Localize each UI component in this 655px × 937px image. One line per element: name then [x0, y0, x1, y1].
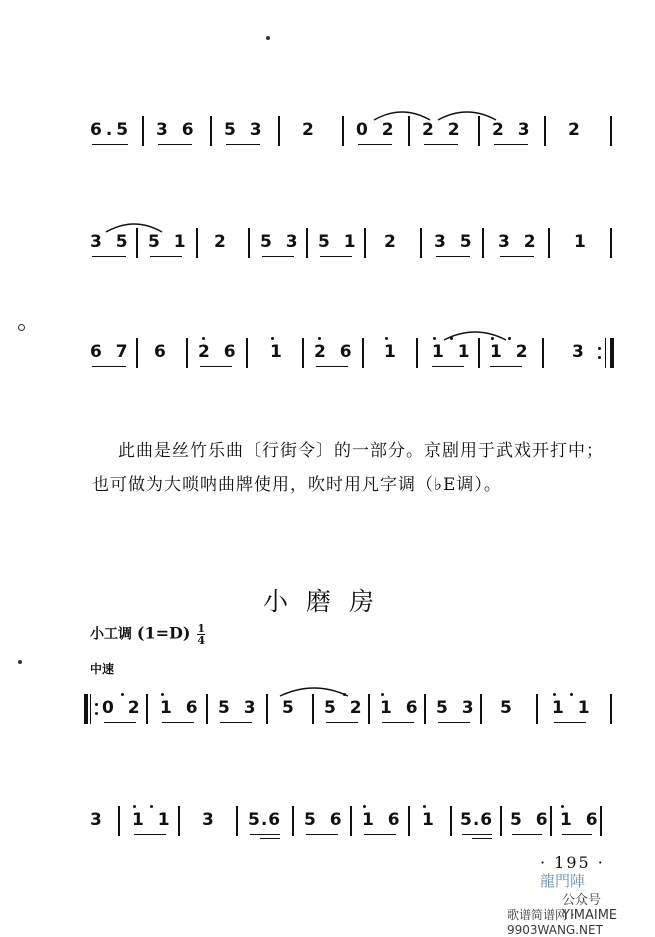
notation-line-4: [86, 694, 616, 734]
description-line-1: 此曲是丝竹乐曲〔行街令〕的一部分。京剧用于武戏开打中；: [118, 441, 604, 461]
octave-dot: [133, 805, 136, 808]
note-group: 6.5: [90, 120, 133, 140]
note-group: 2 6: [198, 342, 240, 362]
barline-end-thin: [605, 338, 606, 368]
barline: [542, 338, 544, 368]
beam: [494, 144, 528, 145]
note-group: 3: [90, 810, 106, 830]
octave-dot: [150, 805, 153, 808]
note-group: 1 6: [362, 810, 404, 830]
barline: [368, 694, 370, 724]
note-group: 6 7: [90, 342, 132, 362]
note-group: 2: [302, 120, 318, 140]
note-group: 2: [568, 120, 584, 140]
barline: [118, 806, 120, 836]
beam: [226, 144, 260, 145]
barline: [450, 806, 452, 836]
barline: [278, 116, 280, 146]
barline: [248, 228, 250, 258]
note-group: 3 2: [498, 232, 540, 252]
note-group: 1 6: [160, 698, 202, 718]
note-group: 3 5: [434, 232, 476, 252]
note-group: 2: [384, 232, 400, 252]
notation-line-3: [86, 338, 616, 378]
barline: [178, 806, 180, 836]
barline: [246, 338, 248, 368]
note-group: 0 2: [102, 698, 144, 718]
barline: [350, 806, 352, 836]
barline: [342, 116, 344, 146]
octave-dot: [561, 805, 564, 808]
barline: [416, 338, 418, 368]
barline: [600, 806, 602, 836]
barline: [364, 228, 366, 258]
note-group: 3: [572, 342, 588, 362]
note-group: 5 3: [224, 120, 266, 140]
note-group: 3 6: [156, 120, 198, 140]
note-group: 1 6: [560, 810, 602, 830]
repeat-dot: [95, 712, 98, 715]
barline-end-thick: [610, 338, 614, 368]
barline: [500, 806, 502, 836]
note-group: 5 6: [304, 810, 346, 830]
octave-dot: [433, 337, 436, 340]
beam: [462, 834, 492, 835]
note-group: 1: [270, 342, 286, 362]
octave-dot: [202, 337, 205, 340]
beam: [200, 366, 232, 367]
note-group: 1 1: [132, 810, 174, 830]
key-value: (1=D): [136, 623, 191, 643]
beam: [438, 722, 470, 723]
watermark-logo: 龍門陣: [540, 872, 586, 890]
note-group: 2 6: [314, 342, 356, 362]
piece-title: 小磨房: [262, 587, 392, 616]
barline: [292, 806, 294, 836]
barline: [136, 228, 138, 258]
note-group: 5.6: [460, 810, 494, 830]
barline: [478, 116, 480, 146]
beam-double: [260, 838, 280, 839]
note-group: 6: [154, 342, 170, 362]
barline: [610, 116, 612, 146]
beam: [92, 144, 128, 145]
notation-line-5: [86, 806, 616, 846]
tempo-marking: 中速: [90, 662, 115, 676]
note-group: 1: [574, 232, 590, 252]
note-group: 5 3: [218, 698, 260, 718]
slur: [442, 328, 508, 342]
octave-dot: [343, 693, 346, 696]
beam: [358, 144, 392, 145]
scan-speck: [18, 660, 22, 664]
beam: [92, 366, 126, 367]
barline: [206, 694, 208, 724]
barline: [478, 338, 480, 368]
beam: [320, 256, 352, 257]
time-signature: [197, 623, 205, 646]
time-numerator: 1: [197, 622, 205, 635]
beam-double: [472, 838, 492, 839]
barline: [480, 694, 482, 724]
scan-speck: [18, 324, 25, 331]
barline: [408, 806, 410, 836]
beam: [512, 834, 542, 835]
repeat-start-thick: [84, 694, 88, 724]
beam: [162, 722, 194, 723]
barline: [362, 338, 364, 368]
note-group: 1: [422, 810, 438, 830]
note-group: 1 1: [552, 698, 594, 718]
barline: [302, 338, 304, 368]
note-group: 5 1: [318, 232, 360, 252]
barline: [210, 116, 212, 146]
note-group: 1 6: [380, 698, 422, 718]
beam: [92, 256, 126, 257]
beam: [326, 722, 358, 723]
watermark-site: 歌谱简谱网 · 9903WANG.NET: [507, 908, 603, 937]
barline: [482, 228, 484, 258]
barline: [420, 228, 422, 258]
barline: [544, 116, 546, 146]
barline: [610, 228, 612, 258]
note-group: 5.6: [248, 810, 282, 830]
note-group: 1 2: [490, 342, 532, 362]
barline: [408, 116, 410, 146]
barline: [306, 228, 308, 258]
note-group: 1: [384, 342, 400, 362]
note-group: 5 2: [324, 698, 366, 718]
beam: [150, 256, 182, 257]
octave-dot: [385, 337, 388, 340]
slur: [436, 108, 498, 122]
barline: [536, 694, 538, 724]
notation-line-2: [86, 228, 616, 268]
beam: [250, 834, 280, 835]
beam: [500, 256, 534, 257]
beam: [306, 834, 338, 835]
note-group: 3 5: [90, 232, 132, 252]
octave-dot: [423, 805, 426, 808]
barline: [610, 694, 612, 724]
page-number: · 195 ·: [540, 853, 605, 872]
note-group: 5 1: [148, 232, 190, 252]
beam: [554, 722, 586, 723]
octave-dot: [121, 693, 124, 696]
barline: [312, 694, 314, 724]
octave-dot: [381, 693, 384, 696]
beam: [432, 366, 464, 367]
beam: [382, 722, 414, 723]
octave-dot: [491, 337, 494, 340]
repeat-dot: [598, 356, 601, 359]
note-group: 5 6: [510, 810, 552, 830]
barline: [550, 806, 552, 836]
beam: [562, 834, 592, 835]
repeat-dot: [598, 347, 601, 350]
octave-dot: [271, 337, 274, 340]
note-group: 2: [214, 232, 230, 252]
description-line-2: 也可做为大唢呐曲牌使用，吹时用凡字调（♭E调）。: [92, 475, 502, 495]
octave-dot: [161, 693, 164, 696]
watermark-account: 公众号YIMAIME: [562, 893, 618, 923]
beam: [158, 144, 192, 145]
barline: [424, 694, 426, 724]
beam: [364, 834, 396, 835]
description-text: [92, 434, 612, 502]
octave-dot: [553, 693, 556, 696]
note-group: 3: [202, 810, 218, 830]
barline: [136, 338, 138, 368]
notation-line-1: [86, 116, 616, 156]
beam: [316, 366, 348, 367]
octave-dot: [570, 693, 573, 696]
beam: [424, 144, 458, 145]
beam: [104, 722, 136, 723]
barline: [186, 338, 188, 368]
beam: [262, 256, 294, 257]
key-label: 小工调: [90, 626, 132, 643]
barline: [146, 694, 148, 724]
octave-dot: [318, 337, 321, 340]
beam: [220, 722, 252, 723]
note-group: 5: [500, 698, 516, 718]
note-group: 0 2: [356, 120, 398, 140]
slur: [278, 684, 350, 698]
barline: [142, 116, 144, 146]
repeat-start-thin: [90, 694, 91, 724]
note-group: 5 3: [260, 232, 302, 252]
note-group: 5: [282, 698, 298, 718]
barline: [236, 806, 238, 836]
note-group: 5 3: [436, 698, 478, 718]
note-group: 2 3: [492, 120, 534, 140]
repeat-dot: [95, 703, 98, 706]
beam: [490, 366, 522, 367]
beam: [134, 834, 166, 835]
octave-dot: [508, 337, 511, 340]
time-denominator: 4: [197, 634, 205, 647]
key-signature: [90, 623, 205, 646]
barline: [196, 228, 198, 258]
barline: [548, 228, 550, 258]
note-group: 2 2: [422, 120, 464, 140]
note-group: 1 1: [432, 342, 474, 362]
scan-speck: [266, 36, 270, 40]
beam: [436, 256, 470, 257]
octave-dot: [363, 805, 366, 808]
barline: [266, 694, 268, 724]
